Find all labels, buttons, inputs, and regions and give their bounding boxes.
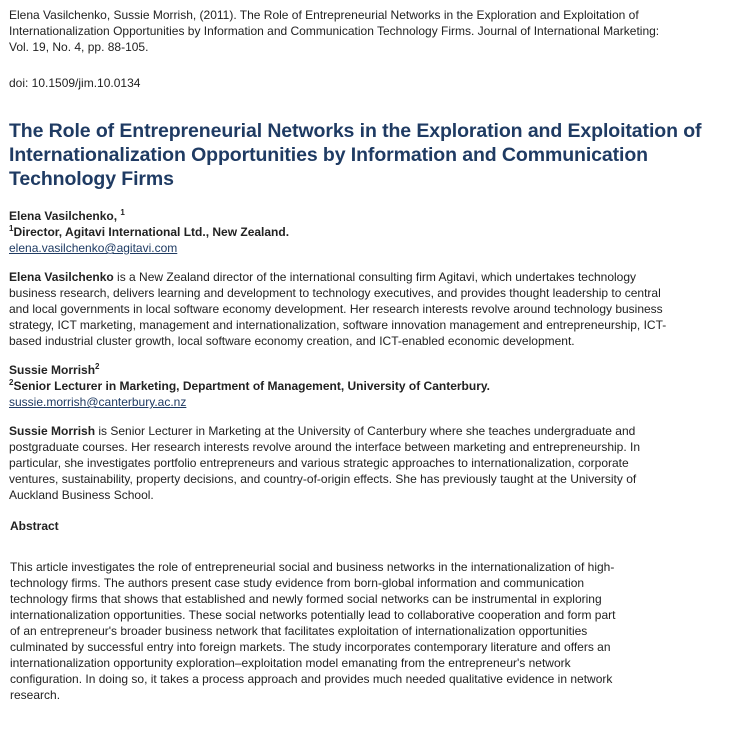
- author-affiliation: [9, 224, 725, 240]
- title-line: Technology Firms: [9, 168, 174, 190]
- author-block-2: [9, 362, 725, 410]
- bio-line: based industrial cluster growth, local software economy creation, and ICT-enabled economic development.: [9, 334, 575, 348]
- bio-line: postgraduate courses. Her research interests revolve around the interface between marketing and entrepreneurship. In: [9, 440, 641, 454]
- author-email-link[interactable]: elena.vasilchenko@agitavi.com: [9, 241, 178, 255]
- title-line: Internationalization Opportunities by Information and Communication: [9, 144, 648, 166]
- bio-line: is Senior Lecturer in Marketing at the University of Canterbury where she teaches undergraduate and: [95, 424, 636, 438]
- author-block-1: [9, 208, 725, 256]
- bio-author-name: Elena Vasilchenko: [9, 270, 114, 284]
- affiliation-text: Senior Lecturer in Marketing, Department of Management, University of Canterbury.: [13, 379, 490, 393]
- author-affiliation: [9, 378, 725, 394]
- author-bio-1: [9, 269, 725, 349]
- citation-line: Internationalization Opportunities by Information and Communication Technology Firms. Journal of International Marketing:: [9, 24, 660, 38]
- citation-line: Elena Vasilchenko, Sussie Morrish, (2011). The Role of Entrepreneurial Networks in the Exploration and Exploitation of: [9, 8, 639, 22]
- author-bio-2: [9, 423, 725, 503]
- article-page: [9, 7, 725, 703]
- author-superscript: 2: [95, 362, 100, 371]
- bio-line: is a New Zealand director of the international consulting firm Agitavi, which undertakes technology: [113, 270, 636, 284]
- bio-author-name: Sussie Morrish: [9, 424, 96, 438]
- abstract-heading: Abstract: [10, 519, 59, 533]
- abstract-body: [9, 559, 670, 703]
- author-name-text: Elena Vasilchenko,: [9, 209, 118, 223]
- author-name: [9, 362, 725, 378]
- bio-line: and local governments in local software economy development. Her research interests revolve around technology business: [9, 302, 663, 316]
- citation-line: Vol. 19, No. 4, pp. 88-105.: [9, 40, 149, 54]
- doi: doi: 10.1509/jim.10.0134: [9, 76, 141, 90]
- affiliation-text: Director, Agitavi International Ltd., New Zealand.: [13, 225, 290, 239]
- bio-line: ventures, sustainability, property decisions, and country-of-origin effects. She has previously taught at the University of: [9, 472, 637, 486]
- bio-line: particular, she investigates portfolio entrepreneurs and various strategic approaches to internationalization, corporate: [9, 456, 629, 470]
- article-title: [9, 119, 725, 191]
- abstract-line: configuration. In doing so, it takes a process approach and provides much needed qualitative evidence in network: [10, 672, 613, 686]
- abstract-line: culminated by successful entry into foreign markets. The study incorporates contemporary literature and offers an: [10, 640, 611, 654]
- affiliation-superscript: 2: [9, 378, 14, 387]
- abstract-line: technology firms. The authors present case study evidence from born-global information and communication: [10, 576, 585, 590]
- bio-line: business research, delivers learning and development to technology executives, and provides thought leadership to central: [9, 286, 661, 300]
- author-email-link[interactable]: sussie.morrish@canterbury.ac.nz: [9, 395, 187, 409]
- title-line: The Role of Entrepreneurial Networks in the Exploration and Exploitation of: [9, 120, 702, 142]
- abstract-line: internationalization opportunity exploration–exploitation model emanating from the entrepreneur's network: [10, 656, 571, 670]
- author-superscript: 1: [120, 208, 125, 217]
- citation: [9, 7, 725, 55]
- author-name-text: Sussie Morrish: [9, 363, 96, 377]
- abstract-line: of an entrepreneur's broader business network that facilitates exploitation of internationalization opportunities: [10, 624, 588, 638]
- abstract-line: technology firms that shows that established and newly formed social networks can be instrumental in exploring: [10, 592, 602, 606]
- affiliation-superscript: 1: [9, 224, 14, 233]
- abstract-line: This article investigates the role of entrepreneurial social and business networks in the internationalization of high-: [10, 560, 615, 574]
- abstract-line: internationalization opportunities. These social networks potentially lead to collaborative cooperation and form part: [10, 608, 616, 622]
- abstract-line: research.: [10, 688, 61, 702]
- author-name: [9, 208, 725, 224]
- bio-line: Auckland Business School.: [9, 488, 154, 502]
- bio-line: strategy, ICT marketing, management and internationalization, software innovation management and entrepreneurship, ICT-: [9, 318, 667, 332]
